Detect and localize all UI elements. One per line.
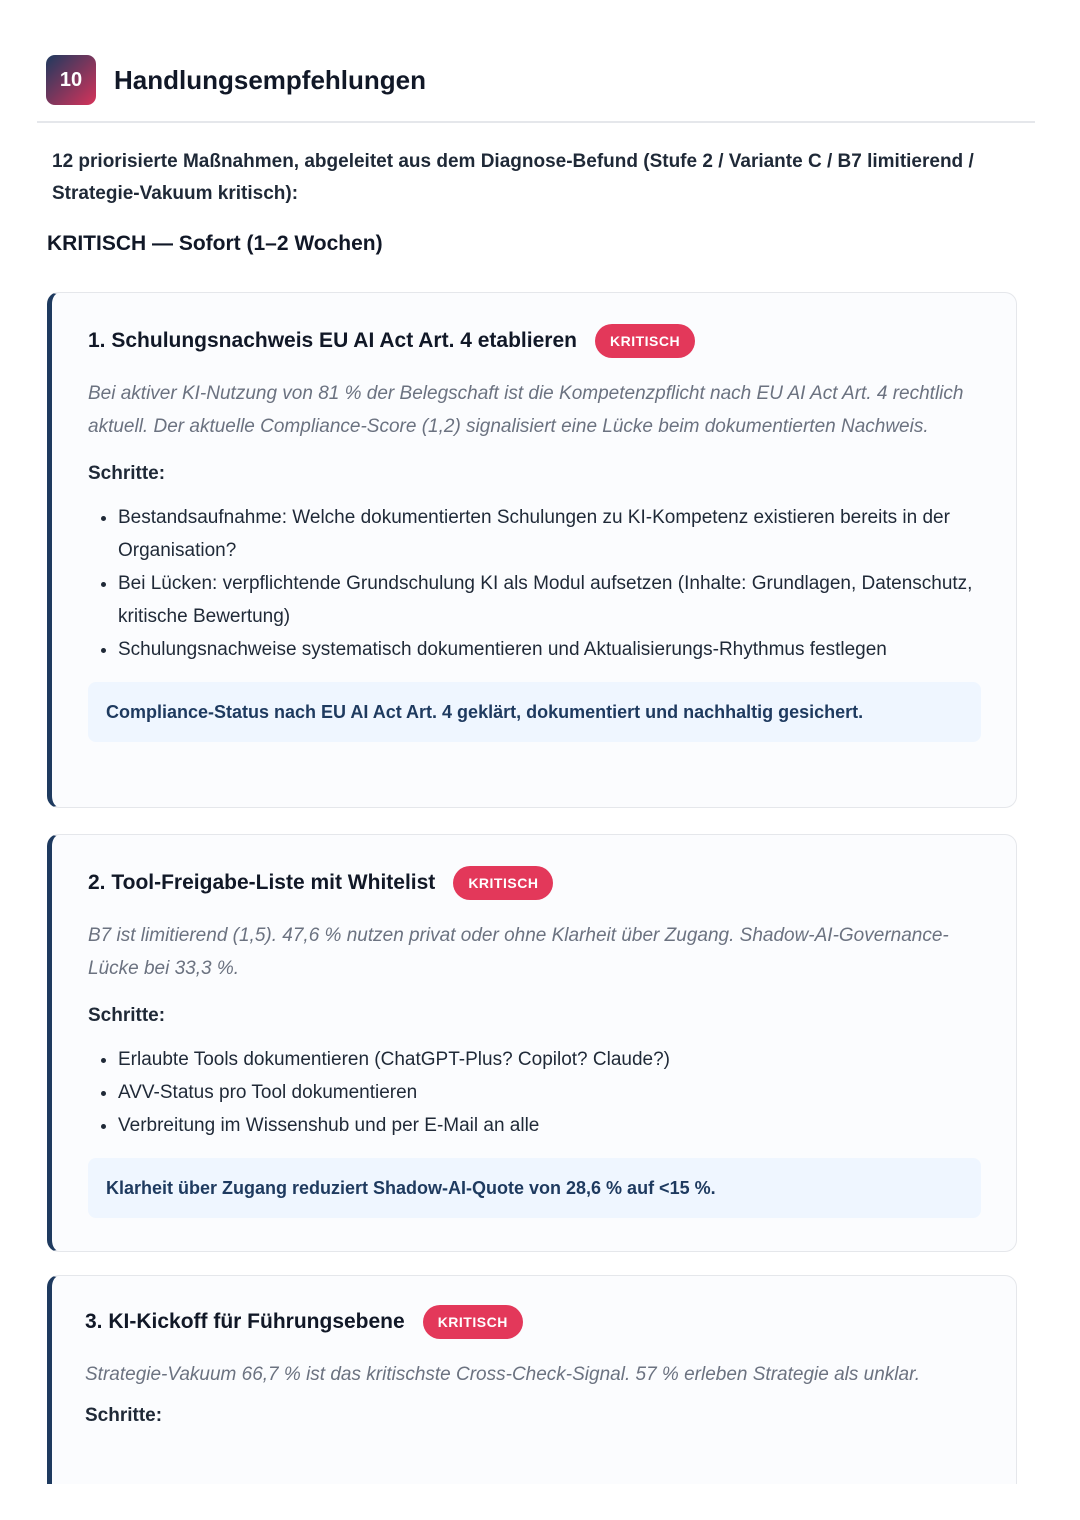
priority-badge: KRITISCH (423, 1305, 523, 1339)
expected-outcome: Klarheit über Zugang reduziert Shadow-AI-Quote von 28,6 % auf <15 %. (88, 1158, 981, 1218)
steps-list (88, 1043, 981, 1142)
expected-outcome: Compliance-Status nach EU AI Act Art. 4 geklärt, dokumentiert und nachhaltig gesichert. (88, 682, 981, 742)
card-title-row (88, 323, 981, 359)
steps-list (88, 501, 981, 666)
step-item: • Bestandsaufnahme: Welche dokumentierten Schulungen zu KI-Kompetenz existieren bereits in der Organisation? (118, 501, 981, 567)
card-description: Bei aktiver KI-Nutzung von 81 % der Belegschaft ist die Kompetenzpflicht nach EU AI Act Art. 4 rechtlich aktuell. Der aktuelle Compliance-Score (1,2) signalisiert eine Lücke beim dokumentierten Nachweis. (88, 383, 964, 437)
card-title-row (85, 1304, 981, 1340)
section-header (37, 55, 1035, 123)
step-item: • Verbreitung im Wissenshub und per E-Mail an alle (118, 1109, 981, 1142)
card-description: Strategie-Vakuum 66,7 % ist das kritischste Cross-Check-Signal. 57 % erleben Strategie als unklar. (85, 1364, 920, 1385)
intro-text: 12 priorisierte Maßnahmen, abgeleitet aus dem Diagnose-Befund (Stufe 2 / Variante C / B7 limitierend / Strategie-Vakuum kritisch): (52, 151, 974, 204)
step-item: • Schulungsnachweise systematisch dokumentieren und Aktualisierungs-Rhythmus festlegen (118, 633, 981, 666)
steps-label: Schritte: (88, 1005, 166, 1026)
card-title-row (88, 865, 981, 901)
step-item: • AVV-Status pro Tool dokumentieren (118, 1076, 981, 1109)
card-title: 2. Tool-Freigabe-Liste mit Whitelist (88, 871, 436, 894)
priority-group-heading: KRITISCH — Sofort (1–2 Wochen) (47, 232, 383, 255)
card-title: 3. KI-Kickoff für Führungsebene (85, 1310, 405, 1333)
steps-label: Schritte: (85, 1405, 163, 1426)
section-number-badge: 10 (46, 55, 96, 105)
priority-badge: KRITISCH (595, 324, 695, 358)
card-description: B7 ist limitierend (1,5). 47,6 % nutzen privat oder ohne Klarheit über Zugang. Shadow-AI-Governance-Lücke bei 33,3 %. (88, 925, 949, 979)
recommendation-card (47, 834, 1017, 1252)
priority-badge: KRITISCH (453, 866, 553, 900)
steps-label: Schritte: (88, 463, 166, 484)
section-title: Handlungsempfehlungen (114, 65, 426, 95)
card-title: 1. Schulungsnachweis EU AI Act Art. 4 etablieren (88, 329, 577, 352)
step-item: • Erlaubte Tools dokumentieren (ChatGPT-Plus? Copilot? Claude?) (118, 1043, 981, 1076)
recommendation-card (47, 1275, 1017, 1484)
recommendation-card (47, 292, 1017, 808)
step-item: • Bei Lücken: verpflichtende Grundschulung KI als Modul aufsetzen (Inhalte: Grundlagen, Datenschutz, kritische Bewertung) (118, 567, 981, 633)
